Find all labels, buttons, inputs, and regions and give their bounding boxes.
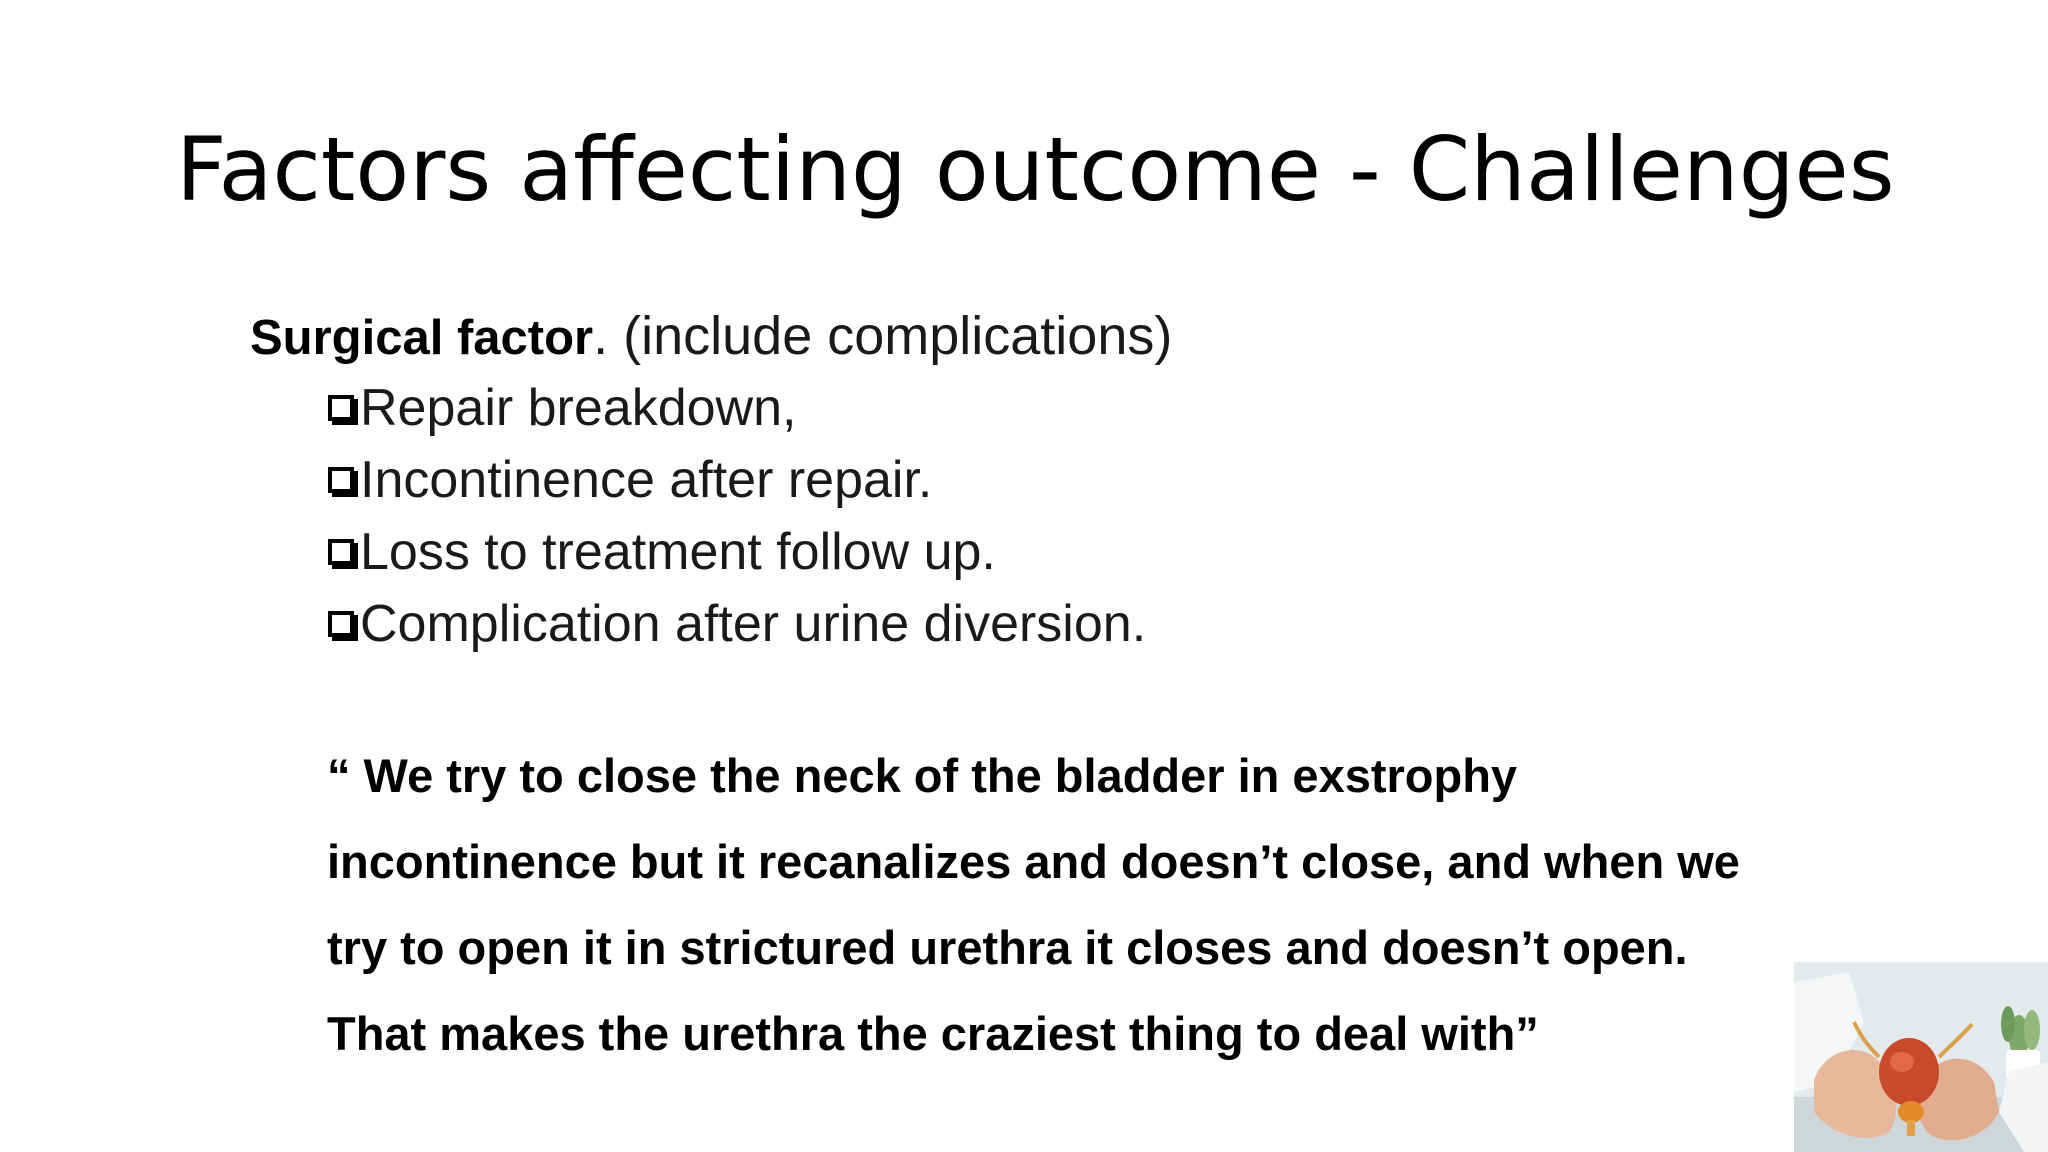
bullet-text: Loss to treatment follow up.	[360, 523, 996, 581]
list-item	[328, 516, 1146, 588]
slide-title: Factors affecting outcome - Challenges	[176, 118, 1895, 221]
bullet-list	[328, 372, 1146, 660]
checkbox-icon	[328, 395, 354, 421]
section-heading-line	[250, 300, 1172, 374]
checkbox-icon	[328, 539, 354, 565]
bullet-text: Repair breakdown,	[360, 379, 797, 437]
quote-line: try to open it in strictured urethra it closes and doesn’t open.	[327, 921, 1688, 974]
list-item	[328, 444, 1146, 516]
quote-line: “ We try to close the neck of the bladder in exstrophy	[327, 749, 1518, 802]
list-item	[328, 588, 1146, 660]
bullet-text: Incontinence after repair.	[360, 451, 933, 509]
bullet-text: Complication after urine diversion.	[360, 595, 1147, 653]
section-heading: Surgical factor	[250, 311, 594, 365]
quote-line: incontinence but it recanalizes and doesn’t close, and when we	[327, 835, 1740, 888]
quote-line: That makes the urethra the craziest thing to deal with”	[327, 1007, 1539, 1060]
checkbox-icon	[328, 467, 354, 493]
quote	[327, 733, 1927, 1077]
bladder-in-hands-image	[1794, 962, 2048, 1152]
checkbox-icon	[328, 611, 354, 637]
list-item	[328, 372, 1146, 444]
section-heading-note: . (include complications)	[593, 306, 1173, 366]
